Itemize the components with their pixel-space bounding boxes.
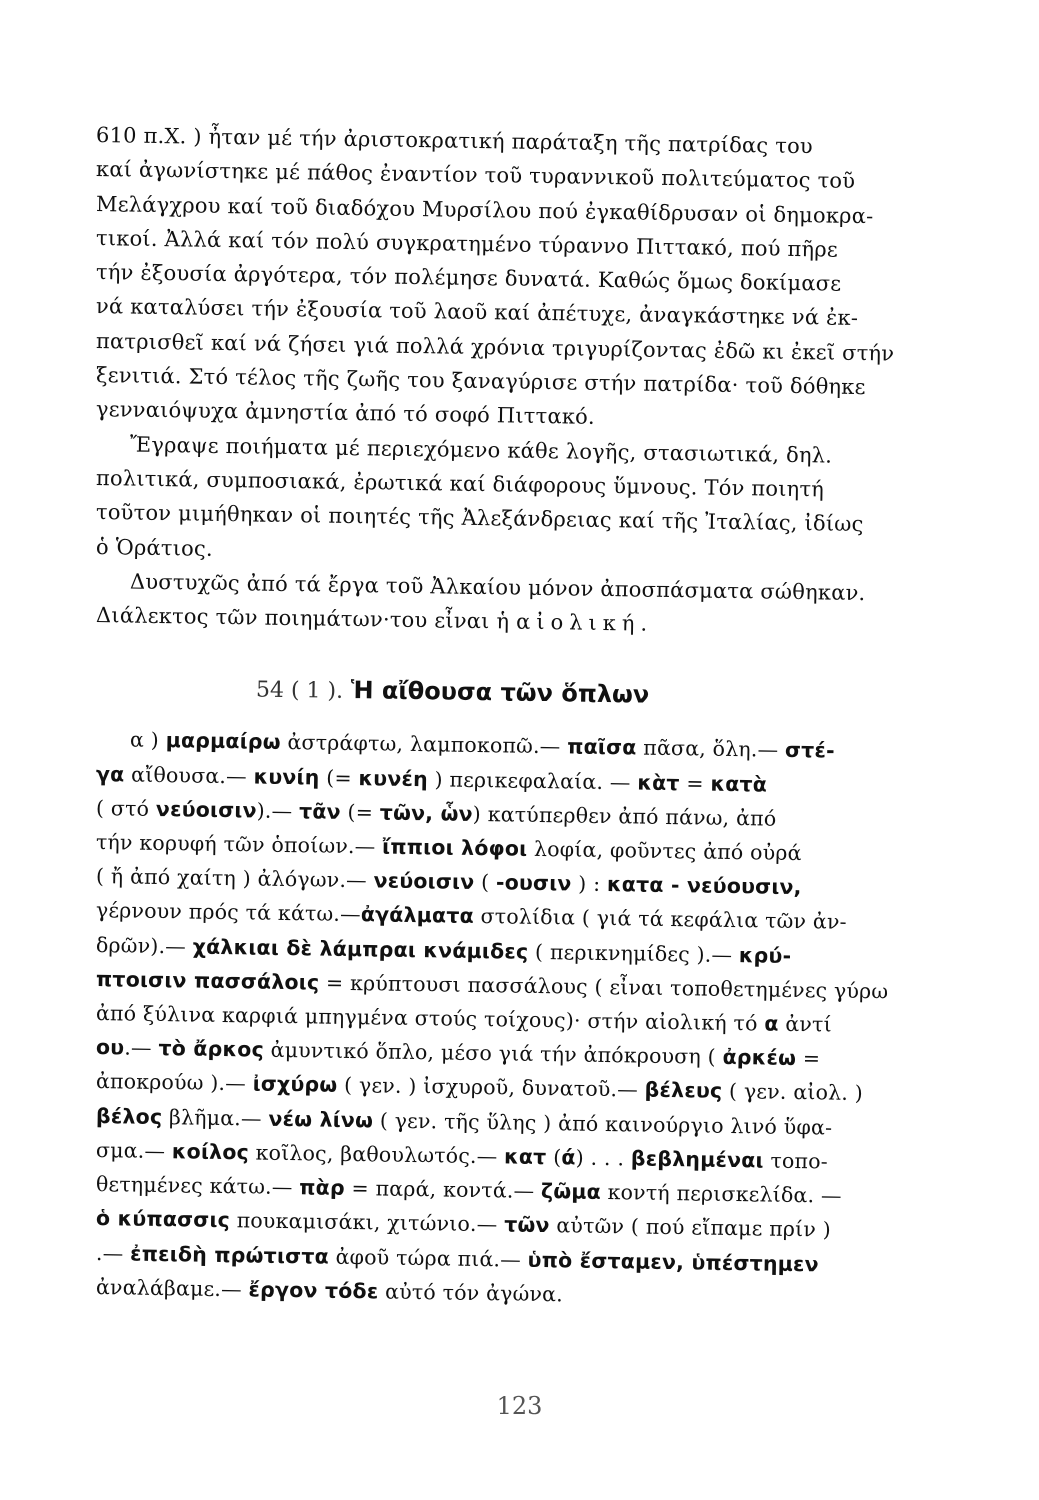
glossed-term: βέλευς <box>644 1078 723 1104</box>
intro-paragraph <box>95 118 895 430</box>
text-line: Ἔγραψε ποιήματα μέ περιεχόμενο κάθε λογῆς, στασιωτικά, δηλ. <box>129 432 833 468</box>
text-line: τικοί. Ἀλλά καί τόν πολύ συγκρατημένο τύραννο Πιττακό, πού πῆρε <box>95 225 839 262</box>
gloss-text: = παρά, κοντά.— <box>344 1176 542 1204</box>
gloss-text: ( περικνημίδες ).— <box>528 939 740 967</box>
dialect-word: αἰολική. <box>515 609 654 636</box>
glossed-term: ἔργον τόδε <box>248 1277 379 1304</box>
gloss-text: α ) <box>129 727 166 753</box>
gloss-text: αὐτό τόν ἀγώνα. <box>378 1279 564 1307</box>
glossed-term: νεύοισιν <box>155 796 257 823</box>
gloss-text: πᾶσα, ὅλη.— <box>636 735 786 763</box>
gloss-text: ἀμυντικό ὅπλο, μέσο γιά τήν ἀπόκρουση ( <box>263 1037 723 1070</box>
glossed-term: κοίλος <box>171 1139 250 1165</box>
glossed-term: ά <box>561 1145 576 1170</box>
gloss-text: κοντή περισκελίδα. — <box>600 1180 842 1208</box>
glossed-term: ἐπειδὴ πρώτιστα <box>129 1241 330 1269</box>
gloss-text: ( ἤ ἀπό χαίτη ) ἀλόγων.— <box>95 864 374 893</box>
gloss-text: στολίδια ( γιά τά κεφάλια τῶν ἀν- <box>473 904 847 935</box>
gloss-text: ) . . . <box>575 1145 632 1171</box>
glossary-notes <box>95 722 889 1307</box>
glossed-term: χάλκιαι δὲ λάμπραι κνάμιδες <box>192 934 529 964</box>
gloss-text: σμα.— <box>95 1137 173 1164</box>
glossed-term: ὑπὸ ἔσταμεν, ὑπέστημεν <box>527 1247 819 1276</box>
gloss-text: = κρύπτουσι πασσάλους ( εἶναι τοποθετημένες γύρω <box>319 970 889 1004</box>
dialect-prefix: Διάλεκτος τῶν ποιημάτων·του εἶναι ἡ <box>95 603 517 634</box>
gloss-text: ( γεν. αἰολ. ) <box>722 1079 864 1106</box>
glossed-term: βεβλημέναι <box>630 1146 764 1173</box>
gloss-text: ) : <box>571 871 608 897</box>
glossed-term: κατα - νεύουσιν, <box>606 872 802 900</box>
gloss-text: (= <box>340 799 380 825</box>
glossed-term: ἴππιοι λόφοι <box>381 834 528 861</box>
glossed-term: γα <box>95 761 125 787</box>
page-number: 123 <box>496 1392 543 1420</box>
text-line: γενναιόψυχα ἀμνηστία ἀπό τό σοφό Πιττακό. <box>95 397 596 430</box>
gloss-text: ( γεν. τῆς ὕλης ) ἀπό καινούργιο λινό ὕφα- <box>372 1108 833 1140</box>
glossed-term: ου <box>95 1035 125 1060</box>
text-line: Μελάγχρου καί τοῦ διαδόχου Μυρσίλου πού ἐγκαθίδρυσαν οἱ δημοκρα- <box>95 191 874 228</box>
gloss-text: ( <box>546 1144 562 1170</box>
glossed-term: κατ <box>503 1144 547 1169</box>
glossed-term: τᾶν <box>298 799 341 824</box>
glossed-term: ἀγάλματα <box>360 902 475 929</box>
gloss-text: = <box>795 1046 821 1071</box>
gloss-text: ἀστράφτω, λαμποκοπῶ.— <box>280 730 568 759</box>
gloss-text: κοῖλος, βαθουλωτός.— <box>248 1140 505 1169</box>
gloss-text: = <box>679 770 711 796</box>
text-line: πολιτικά, συμποσιακά, ἐρωτικά καί διάφορους ὕμνους. Τόν ποιητή <box>95 465 825 502</box>
section-number: 54 ( 1 ). <box>255 677 344 705</box>
gloss-text: αἴθουσα.— <box>124 762 254 789</box>
gloss-text: ( στό <box>95 795 157 821</box>
glossed-term: κυνέη <box>358 765 429 791</box>
gloss-text: ἀντί <box>778 1011 832 1037</box>
gloss-text: ) περικεφαλαία. — <box>427 766 638 795</box>
gloss-text: γέρνουν πρός τά κάτω.— <box>95 898 362 927</box>
gloss-text: (= <box>319 765 359 790</box>
gloss-text: θετημένες κάτω.— <box>95 1172 300 1200</box>
section-heading <box>96 672 889 712</box>
glossed-term: νέω λίνω <box>268 1106 374 1133</box>
gloss-text: βλῆμα.— <box>162 1104 269 1131</box>
glossed-term: ζῶμα <box>540 1179 602 1205</box>
glossed-term: -ουσιν <box>495 870 572 896</box>
gloss-text: δρῶν).— <box>95 932 193 959</box>
glossed-term: μαρμαίρω <box>165 728 281 755</box>
gloss-text: αὐτῶν ( πού εἴπαμε πρίν ) <box>549 1213 832 1242</box>
glossed-term: ἰσχύρω <box>252 1071 338 1098</box>
gloss-text: πουκαμισάκι, χιτώνιο.— <box>229 1208 505 1237</box>
text-line: νά καταλύσει τήν ἐξουσία τοῦ λαοῦ καί ἀπέτυχε, ἀναγκάστηκε νά ἐκ- <box>95 294 859 331</box>
glossed-term: παῖσα <box>567 734 637 760</box>
text-line: τοῦτον μιμήθηκαν οἱ ποιητές τῆς Ἀλεξάνδρειας καί τῆς Ἰταλίας, ἰδίως <box>95 500 864 537</box>
glossed-term: τῶν, ὧν <box>379 800 473 826</box>
gloss-text: ἀναλάβαμε.— <box>95 1274 249 1302</box>
text-line: ξενιτιά. Στό τέλος τῆς ζωῆς του ξαναγύρισε στήν πατρίδα· τοῦ δόθηκε <box>95 363 866 400</box>
gloss-text: ( <box>474 870 497 895</box>
gloss-text: τήν κορυφή τῶν ὁποίων.— <box>95 830 383 859</box>
gloss-text: ἀφοῦ τώρα πιά.— <box>328 1244 528 1272</box>
gloss-text: ) κατύπερθεν ἀπό πάνω, ἀπό <box>472 801 777 831</box>
glossed-term: πτοισιν πασσάλοις <box>95 966 320 995</box>
glossed-term: τὸ ἄρκος <box>158 1036 265 1062</box>
glossed-term: ὁ κύπασσις <box>95 1206 231 1233</box>
glossed-term: τῶν <box>503 1212 550 1238</box>
glossed-term: κυνίη <box>253 764 320 790</box>
glossed-term: βέλος <box>95 1103 163 1129</box>
glossed-term: κὰτ <box>637 770 680 795</box>
text-line: πατρισθεῖ καί νά ζήσει γιά πολλά χρόνια τριγυρίζοντας ἐδῶ κι ἐκεῖ στήν <box>95 328 895 366</box>
glossed-term: ἀρκέω <box>722 1045 797 1071</box>
glossed-term: κατὰ <box>710 771 768 797</box>
gloss-text: ἀποκρούω ).— <box>95 1069 253 1096</box>
gloss-text: ἀπό ξύλινα καρφιά μπηγμένα στούς τοίχους)· στήν αἰολική τό <box>95 1001 765 1036</box>
gloss-text: τοπο- <box>763 1148 829 1174</box>
glossed-term: νεύοισιν <box>373 868 475 895</box>
section-title: Ἡ αἴθουσα τῶν ὅπλων <box>350 676 650 710</box>
gloss-text: ).— <box>256 798 300 824</box>
glossed-term: στέ- <box>784 738 835 764</box>
gloss-text: .— <box>124 1035 159 1061</box>
glossed-term: κρύ- <box>738 942 792 968</box>
gloss-text: ( γεν. ) ἰσχυροῦ, δυνατοῦ.— <box>337 1073 645 1103</box>
text-line: καί ἀγωνίστηκε μέ πάθος ἐναντίον τοῦ τυραννικοῦ πολιτεύματος τοῦ <box>95 157 856 194</box>
gloss-text: λοφία, φοῦντες ἀπό οὐρά <box>527 836 802 866</box>
glossed-term: α <box>764 1011 779 1036</box>
text-line: 610 π.Χ. ) ἦταν μέ τήν ἀριστοκρατική παράταξη τῆς πατρίδας του <box>95 123 814 159</box>
gloss-text: .— <box>95 1240 131 1266</box>
glossed-term: πὰρ <box>299 1175 346 1201</box>
fragments-line: Δυστυχῶς ἀπό τά ἔργα τοῦ Ἀλκαίου μόνον ἀποσπάσματα σώθηκαν. <box>129 569 866 605</box>
text-line: τήν ἐξουσία ἀργότερα, τόν πολέμησε δυνατά. Καθώς ὅμως δοκίμασε <box>95 260 842 296</box>
text-line: ὁ Ὁράτιος. <box>95 534 214 561</box>
poetry-paragraph <box>96 427 889 564</box>
